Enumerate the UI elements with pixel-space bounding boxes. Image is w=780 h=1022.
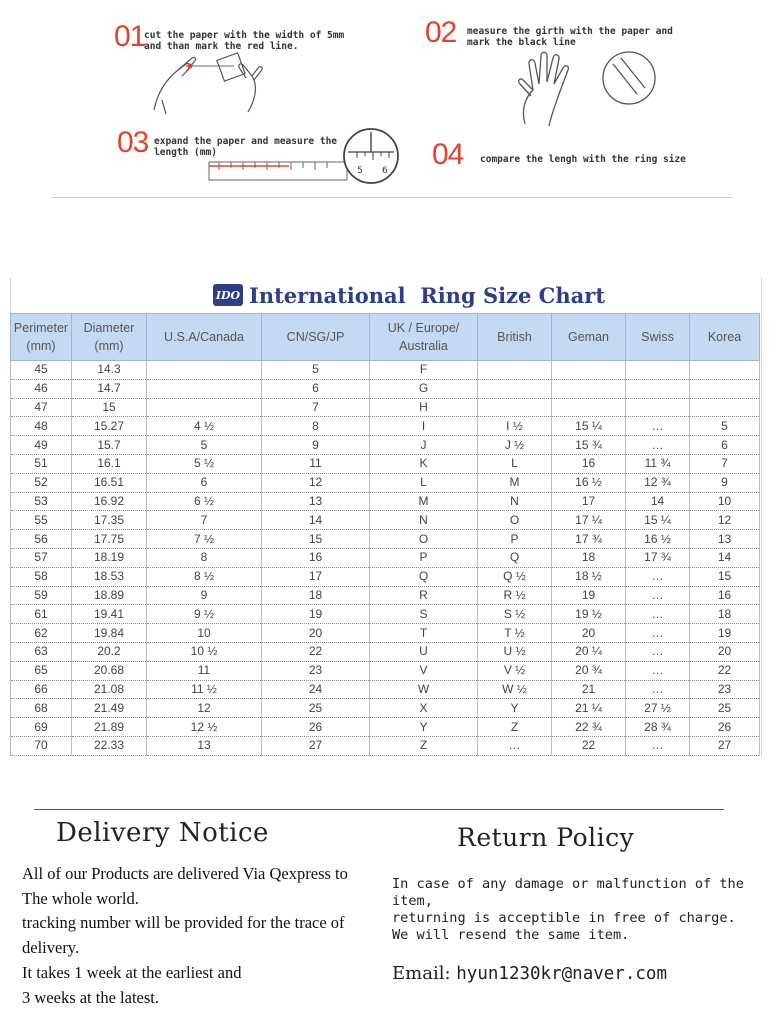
table-cell: 21.49 [72, 699, 147, 718]
table-cell: 18 ½ [552, 567, 626, 586]
delivery-line: tracking number will be provided for the trace of [22, 913, 345, 933]
column-header: U.S.A/Canada [147, 314, 262, 361]
table-row [11, 661, 760, 680]
table-cell: 56 [11, 530, 72, 549]
table-cell: Y [370, 718, 478, 737]
table-cell: 7 ½ [147, 530, 262, 549]
table-cell: 17 ¼ [552, 511, 626, 530]
table-cell: 21.08 [72, 680, 147, 699]
table-cell: 8 [262, 417, 370, 436]
table-cell: 49 [11, 436, 72, 455]
table-cell: 65 [11, 661, 72, 680]
instructions-divider [52, 197, 732, 198]
step-2-number: 02 [425, 16, 457, 49]
ring-size-table [10, 313, 760, 756]
table-cell: 26 [262, 718, 370, 737]
table-cell: 46 [11, 379, 72, 398]
table-cell: 21.89 [72, 718, 147, 737]
column-header: Swiss [626, 314, 690, 361]
table-cell: I [370, 417, 478, 436]
table-cell: 9 [147, 586, 262, 605]
table-cell: 19 [690, 624, 760, 643]
table-cell: 15 [262, 530, 370, 549]
table-cell [690, 379, 760, 398]
table-cell: Z [370, 736, 478, 755]
table-cell: … [626, 567, 690, 586]
delivery-line: It takes 1 week at the earliest and [22, 962, 242, 982]
table-cell: H [370, 398, 478, 417]
table-cell: Q ½ [478, 567, 552, 586]
return-line: We will resend the same item. [392, 927, 630, 943]
footer-divider [34, 809, 724, 810]
table-cell: 10 ½ [147, 642, 262, 661]
table-cell [147, 398, 262, 417]
table-cell: 16.1 [72, 454, 147, 473]
table-cell: V [370, 661, 478, 680]
table-cell [552, 361, 626, 380]
table-cell: V ½ [478, 661, 552, 680]
table-cell: N [370, 511, 478, 530]
table-cell: 66 [11, 680, 72, 699]
delivery-line: 3 weeks at the latest. [22, 987, 159, 1007]
table-cell: 15 [72, 398, 147, 417]
table-cell: 16 [552, 454, 626, 473]
table-cell [478, 398, 552, 417]
table-cell: S [370, 605, 478, 624]
table-cell: 13 [690, 530, 760, 549]
table-cell: 7 [690, 454, 760, 473]
table-cell: 45 [11, 361, 72, 380]
table-header-row [11, 314, 760, 361]
table-cell: 19.41 [72, 605, 147, 624]
table-cell: 11 ¾ [626, 454, 690, 473]
table-cell: 19 [552, 586, 626, 605]
table-cell: 7 [147, 511, 262, 530]
ruler-label-6: 6 [382, 166, 388, 176]
table-row [11, 511, 760, 530]
column-header: Diameter (mm) [72, 314, 147, 361]
contact-email [392, 963, 667, 984]
table-cell: … [626, 417, 690, 436]
table-cell: 15 [690, 567, 760, 586]
table-row [11, 586, 760, 605]
table-cell: … [626, 736, 690, 755]
table-cell: 17 [262, 567, 370, 586]
table-cell: 20.68 [72, 661, 147, 680]
table-cell: T [370, 624, 478, 643]
table-cell: 18.53 [72, 567, 147, 586]
table-cell: 6 [262, 379, 370, 398]
table-cell: R ½ [478, 586, 552, 605]
step-3-text: expand the paper and measure the length (mm) [154, 136, 338, 158]
table-cell [626, 379, 690, 398]
table-row [11, 605, 760, 624]
ruler-label-5: 5 [357, 166, 363, 176]
table-cell: 69 [11, 718, 72, 737]
table-cell: W ½ [478, 680, 552, 699]
delivery-notice-text [22, 862, 377, 1010]
table-cell: 5 ½ [147, 454, 262, 473]
return-policy-title: Return Policy [457, 823, 635, 852]
table-cell: X [370, 699, 478, 718]
table-cell: … [626, 605, 690, 624]
table-cell: P [478, 530, 552, 549]
table-cell: 15 ¼ [626, 511, 690, 530]
table-cell: 53 [11, 492, 72, 511]
table-cell: 61 [11, 605, 72, 624]
table-cell: 23 [690, 680, 760, 699]
table-cell: 22 [690, 661, 760, 680]
table-cell: 55 [11, 511, 72, 530]
email-label: Email: [392, 963, 451, 984]
table-cell [478, 361, 552, 380]
table-cell: 20 ¾ [552, 661, 626, 680]
table-cell [690, 398, 760, 417]
return-policy-text [392, 876, 780, 944]
table-cell: 10 [690, 492, 760, 511]
table-cell: 19 [262, 605, 370, 624]
table-cell [552, 398, 626, 417]
table-cell: 13 [262, 492, 370, 511]
table-cell: 6 [690, 436, 760, 455]
table-row [11, 361, 760, 380]
table-cell: O [478, 511, 552, 530]
table-cell: 22 [262, 642, 370, 661]
delivery-notice-title: Delivery Notice [56, 818, 269, 848]
table-cell: 12 [690, 511, 760, 530]
table-cell: 11 ½ [147, 680, 262, 699]
table-cell: … [626, 436, 690, 455]
table-cell: 5 [262, 361, 370, 380]
table-cell: I ½ [478, 417, 552, 436]
table-cell: 19.84 [72, 624, 147, 643]
table-cell: 11 [262, 454, 370, 473]
table-cell: L [478, 454, 552, 473]
table-cell [626, 398, 690, 417]
table-cell: 16.92 [72, 492, 147, 511]
table-cell: 8 [147, 548, 262, 567]
table-cell [552, 379, 626, 398]
table-cell: 24 [262, 680, 370, 699]
table-cell: 26 [690, 718, 760, 737]
table-cell: 27 [262, 736, 370, 755]
table-cell: 9 [690, 473, 760, 492]
table-cell: 5 [147, 436, 262, 455]
table-cell: 14.7 [72, 379, 147, 398]
table-row [11, 398, 760, 417]
table-cell: 22.33 [72, 736, 147, 755]
table-cell: 20.2 [72, 642, 147, 661]
delivery-line: delivery. [22, 938, 80, 958]
table-cell: 10 [147, 624, 262, 643]
table-cell: 14 [690, 548, 760, 567]
table-cell: 12 [147, 699, 262, 718]
column-header: Korea [690, 314, 760, 361]
column-header: UK / Europe/ Australia [370, 314, 478, 361]
ruler-icon [205, 126, 401, 188]
table-cell: 16 [690, 586, 760, 605]
table-cell: 22 ¾ [552, 718, 626, 737]
table-cell: 12 ¾ [626, 473, 690, 492]
table-cell [690, 361, 760, 380]
table-cell: 16 [262, 548, 370, 567]
hand-measuring-finger-icon [515, 50, 660, 132]
table-row [11, 567, 760, 586]
column-header: Perimeter (mm) [11, 314, 72, 361]
table-cell: T ½ [478, 624, 552, 643]
table-cell: … [478, 736, 552, 755]
table-cell: 15 ¼ [552, 417, 626, 436]
table-cell [478, 379, 552, 398]
table-cell: … [626, 661, 690, 680]
chart-title [213, 279, 605, 311]
table-cell: 4 ½ [147, 417, 262, 436]
table-cell: 11 [147, 661, 262, 680]
table-body [11, 361, 760, 756]
table-cell: 68 [11, 699, 72, 718]
hands-cutting-paper-icon [148, 50, 273, 118]
table-cell: L [370, 473, 478, 492]
table-cell: 58 [11, 567, 72, 586]
table-cell: M [370, 492, 478, 511]
table-row [11, 718, 760, 737]
table-row [11, 379, 760, 398]
table-cell: … [626, 642, 690, 661]
table-cell: 22 [552, 736, 626, 755]
table-cell: 18.89 [72, 586, 147, 605]
table-cell: U ½ [478, 642, 552, 661]
table-cell [147, 361, 262, 380]
table-cell: 21 [552, 680, 626, 699]
table-cell: Q [478, 548, 552, 567]
column-header: Geman [552, 314, 626, 361]
table-cell: N [478, 492, 552, 511]
table-cell: 27 ½ [626, 699, 690, 718]
table-cell: 20 [690, 642, 760, 661]
table-cell: … [626, 680, 690, 699]
table-cell: 57 [11, 548, 72, 567]
table-row [11, 548, 760, 567]
table-cell: 17 ¾ [552, 530, 626, 549]
step-3-number: 03 [117, 126, 149, 159]
column-header: CN/SG/JP [262, 314, 370, 361]
table-cell: 25 [690, 699, 760, 718]
table-row [11, 492, 760, 511]
table-cell: 20 [552, 624, 626, 643]
step-2-text: measure the girth with the paper and mark the black line [467, 26, 673, 48]
table-cell: Y [478, 699, 552, 718]
brand-logo-icon: IDO [213, 284, 243, 306]
table-cell: 16.51 [72, 473, 147, 492]
table-cell: 14.3 [72, 361, 147, 380]
table-row [11, 699, 760, 718]
table-cell: 5 [690, 417, 760, 436]
table-row [11, 436, 760, 455]
table-cell: 8 ½ [147, 567, 262, 586]
return-line: returning is acceptible in free of charge. [392, 910, 736, 926]
table-cell: S ½ [478, 605, 552, 624]
table-cell: 18 [552, 548, 626, 567]
table-cell: 14 [262, 511, 370, 530]
step-1-text: cut the paper with the width of 5mm and than mark the red line. [144, 30, 345, 52]
table-cell: O [370, 530, 478, 549]
table-cell: 23 [262, 661, 370, 680]
table-cell: 19 ½ [552, 605, 626, 624]
table-cell: 59 [11, 586, 72, 605]
table-cell: 6 ½ [147, 492, 262, 511]
delivery-line: All of our Products are delivered Via Qexpress to [22, 864, 348, 883]
table-cell: 70 [11, 736, 72, 755]
table-cell: 13 [147, 736, 262, 755]
table-cell: 51 [11, 454, 72, 473]
step-4-number: 04 [432, 138, 464, 171]
table-cell: 63 [11, 642, 72, 661]
table-cell: 21 ¼ [552, 699, 626, 718]
table-cell: 17 [552, 492, 626, 511]
table-row [11, 417, 760, 436]
table-cell: 20 [262, 624, 370, 643]
table-cell: 12 [262, 473, 370, 492]
table-cell: 27 [690, 736, 760, 755]
table-cell: 47 [11, 398, 72, 417]
table-cell: 7 [262, 398, 370, 417]
table-cell: K [370, 454, 478, 473]
table-cell: G [370, 379, 478, 398]
table-cell: 18 [690, 605, 760, 624]
table-row [11, 454, 760, 473]
table-cell: 17.35 [72, 511, 147, 530]
table-cell: F [370, 361, 478, 380]
table-cell: 16 ½ [552, 473, 626, 492]
column-header: British [478, 314, 552, 361]
return-line: In case of any damage or malfunction of the item, [392, 876, 744, 909]
table-cell: … [626, 586, 690, 605]
table-cell: 17.75 [72, 530, 147, 549]
table-cell: 62 [11, 624, 72, 643]
email-address[interactable]: hyun1230kr@naver.com [456, 964, 667, 984]
table-cell: 15.27 [72, 417, 147, 436]
table-cell: 18.19 [72, 548, 147, 567]
table-row [11, 473, 760, 492]
table-cell: P [370, 548, 478, 567]
step-1-number: 01 [114, 20, 146, 53]
table-cell: J ½ [478, 436, 552, 455]
table-row [11, 530, 760, 549]
table-cell: 14 [626, 492, 690, 511]
delivery-line: The whole world. [22, 888, 139, 908]
table-row [11, 680, 760, 699]
step-4-text: compare the lengh with the ring size [480, 154, 686, 165]
table-cell: 48 [11, 417, 72, 436]
table-cell: 52 [11, 473, 72, 492]
table-cell: 16 ½ [626, 530, 690, 549]
table-cell: 28 ¾ [626, 718, 690, 737]
table-cell: 9 [262, 436, 370, 455]
table-cell: Z [478, 718, 552, 737]
chart-title-text: International Ring Size Chart [249, 282, 606, 308]
table-row [11, 642, 760, 661]
table-cell: W [370, 680, 478, 699]
table-cell: 12 ½ [147, 718, 262, 737]
table-cell: 20 ¼ [552, 642, 626, 661]
table-cell: R [370, 586, 478, 605]
table-cell [147, 379, 262, 398]
table-row [11, 736, 760, 755]
table-row [11, 624, 760, 643]
table-cell: 18 [262, 586, 370, 605]
table-cell: 6 [147, 473, 262, 492]
table-cell: 9 ½ [147, 605, 262, 624]
table-cell: 15 ¾ [552, 436, 626, 455]
table-cell: 25 [262, 699, 370, 718]
table-cell: Q [370, 567, 478, 586]
table-cell [626, 361, 690, 380]
table-cell: M [478, 473, 552, 492]
table-cell: J [370, 436, 478, 455]
table-cell: … [626, 624, 690, 643]
table-cell: 17 ¾ [626, 548, 690, 567]
table-cell: U [370, 642, 478, 661]
table-cell: 15.7 [72, 436, 147, 455]
